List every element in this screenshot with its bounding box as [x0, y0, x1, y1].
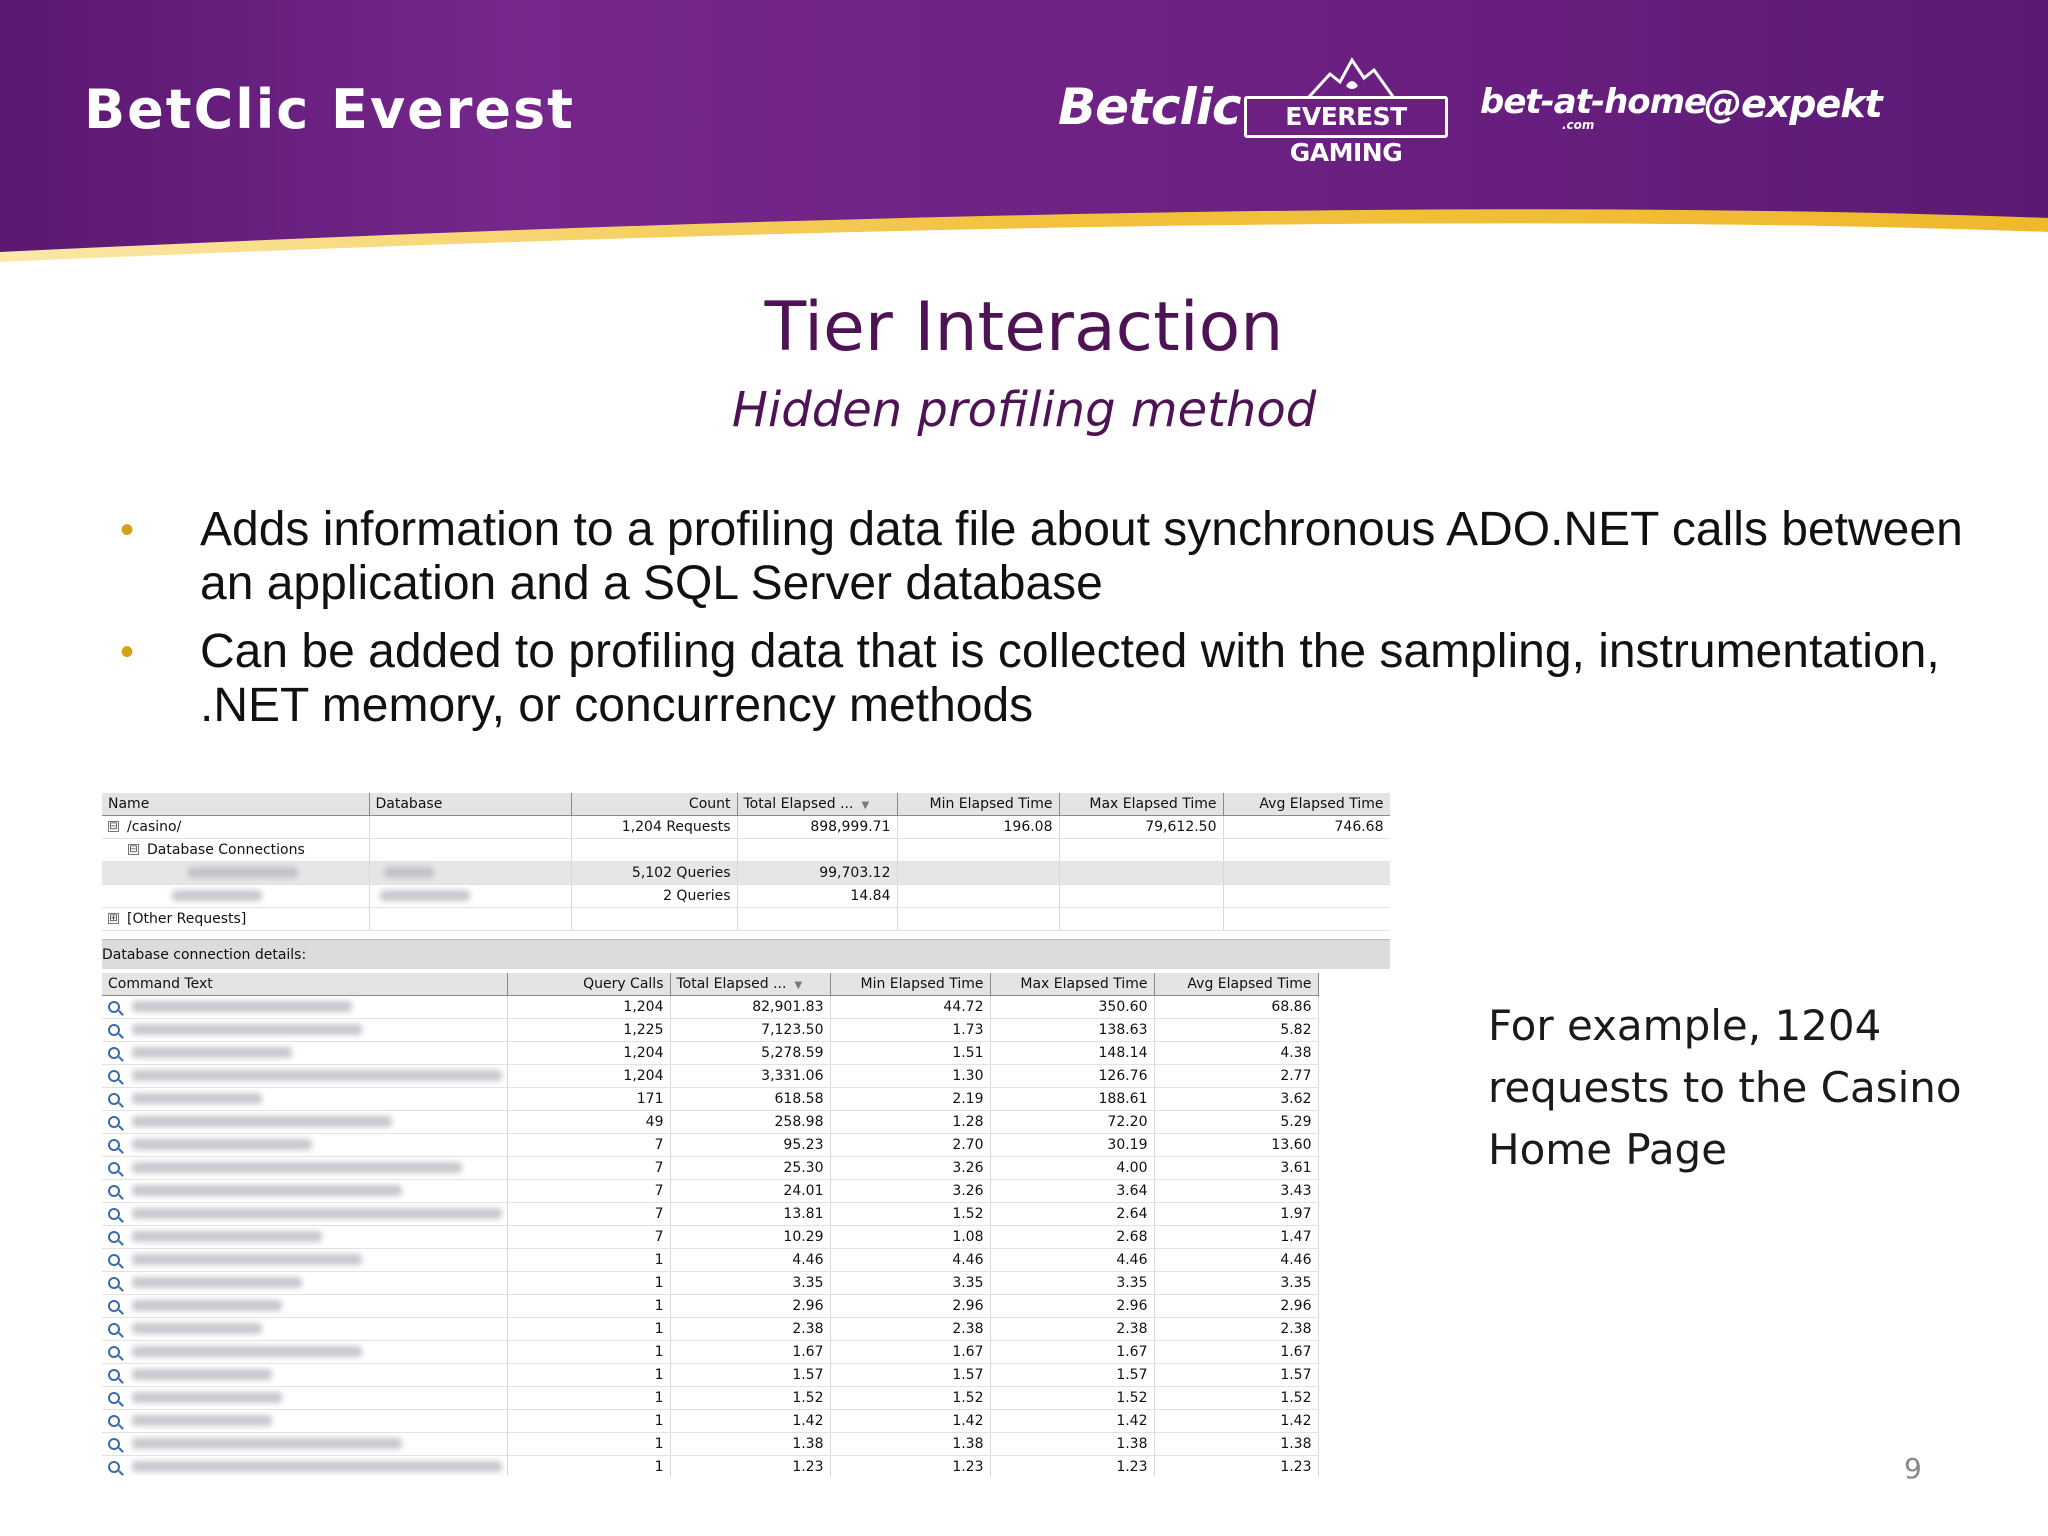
redacted-command-text [132, 1415, 272, 1426]
row-total: 82,901.83 [670, 995, 830, 1018]
header-banner [0, 0, 2048, 290]
magnifier-icon[interactable] [108, 1254, 120, 1266]
row-max: 138.63 [990, 1018, 1154, 1041]
redacted-command-text [132, 1323, 262, 1334]
row-max: 72.20 [990, 1110, 1154, 1133]
row-min: 1.42 [830, 1409, 990, 1432]
col-max-elapsed[interactable]: Max Elapsed Time [990, 973, 1154, 995]
expekt-logo [1704, 82, 1882, 126]
row-avg: 4.38 [1154, 1041, 1318, 1064]
row-avg: 3.35 [1154, 1271, 1318, 1294]
col-total-elapsed[interactable] [670, 973, 830, 995]
sort-desc-icon: ▼ [794, 979, 803, 991]
redacted-command-text [132, 1093, 262, 1104]
row-avg: 1.38 [1154, 1432, 1318, 1455]
row-query-calls: 1 [507, 1271, 670, 1294]
row-query-calls: 1 [507, 1294, 670, 1317]
redacted-command-text [132, 1070, 502, 1081]
row-max: 148.14 [990, 1041, 1154, 1064]
row-max: 3.35 [990, 1271, 1154, 1294]
col-min-elapsed[interactable]: Min Elapsed Time [897, 793, 1059, 815]
expekt-logo-text: expekt [1741, 82, 1882, 126]
row-name: [Other Requests] [127, 910, 247, 927]
row-max: 4.46 [990, 1248, 1154, 1271]
example-note: For example, 1204 requests to the Casino Home Page [1488, 1001, 1962, 1174]
row-max: 30.19 [990, 1133, 1154, 1156]
row-query-calls: 1 [507, 1363, 670, 1386]
col-avg-elapsed[interactable]: Avg Elapsed Time [1223, 793, 1390, 815]
table-row[interactable] [102, 1041, 1390, 1064]
row-total: 13.81 [670, 1202, 830, 1225]
row-min: 1.52 [830, 1202, 990, 1225]
table-row[interactable] [102, 815, 1390, 838]
slide-subtitle: Hidden profiling method [731, 382, 1317, 438]
table-row[interactable] [102, 995, 1390, 1018]
table-row[interactable] [102, 861, 1390, 884]
row-avg: 1.42 [1154, 1409, 1318, 1432]
row-max: 2.38 [990, 1317, 1154, 1340]
row-avg: 5.29 [1154, 1110, 1318, 1133]
table-row[interactable] [102, 1179, 1390, 1202]
table-row[interactable] [102, 1271, 1390, 1294]
table-row[interactable] [102, 1156, 1390, 1179]
row-avg: 3.62 [1154, 1087, 1318, 1110]
brand-title: BetClic Everest [84, 78, 575, 141]
table-row[interactable] [102, 1340, 1390, 1363]
row-avg: 2.96 [1154, 1294, 1318, 1317]
row-max: 1.23 [990, 1455, 1154, 1476]
row-min: 1.28 [830, 1110, 990, 1133]
redacted-command-text [132, 1369, 272, 1380]
collapse-icon[interactable]: ⊟ [129, 844, 138, 855]
row-max: 2.64 [990, 1202, 1154, 1225]
redacted-command-text [132, 1208, 502, 1219]
table-row[interactable] [102, 1386, 1390, 1409]
col-total-elapsed-label: Total Elapsed ... [743, 795, 854, 812]
col-count[interactable]: Count [571, 793, 737, 815]
magnifier-icon[interactable] [108, 1277, 120, 1289]
magnifier-icon[interactable] [108, 1047, 120, 1059]
table-row[interactable] [102, 1133, 1390, 1156]
redacted-command-text [132, 1162, 462, 1173]
row-count: 2 Queries [571, 884, 737, 907]
row-total: 7,123.50 [670, 1018, 830, 1041]
row-total: 3.35 [670, 1271, 830, 1294]
row-query-calls: 1 [507, 1340, 670, 1363]
row-max: 4.00 [990, 1156, 1154, 1179]
magnifier-icon[interactable] [108, 1116, 120, 1128]
row-min: 1.08 [830, 1225, 990, 1248]
query-details-table [102, 973, 1390, 1476]
row-total: 99,703.12 [737, 861, 897, 884]
table-row[interactable] [102, 1455, 1390, 1476]
row-query-calls: 1 [507, 1409, 670, 1432]
table-row[interactable] [102, 884, 1390, 907]
redacted-text [380, 890, 470, 901]
row-min: 1.23 [830, 1455, 990, 1476]
table-row[interactable] [102, 1087, 1390, 1110]
table-row[interactable] [102, 1432, 1390, 1455]
details-body [102, 995, 1390, 1476]
bullet-dot-icon: • [120, 630, 135, 674]
row-max: 1.67 [990, 1340, 1154, 1363]
magnifier-icon[interactable] [108, 1369, 120, 1381]
magnifier-icon[interactable] [108, 1392, 120, 1404]
col-database[interactable]: Database [369, 793, 571, 815]
redacted-command-text [132, 1024, 362, 1035]
magnifier-icon[interactable] [108, 1300, 120, 1312]
row-count: 1,204 Requests [571, 815, 737, 838]
magnifier-icon[interactable] [108, 1001, 120, 1013]
row-total: 2.38 [670, 1317, 830, 1340]
row-query-calls: 1 [507, 1432, 670, 1455]
row-total: 14.84 [737, 884, 897, 907]
row-name: /casino/ [127, 818, 182, 835]
col-avg-elapsed[interactable]: Avg Elapsed Time [1154, 973, 1318, 995]
row-total: 5,278.59 [670, 1041, 830, 1064]
requests-header-row [102, 793, 1390, 815]
row-max: 1.52 [990, 1386, 1154, 1409]
row-avg: 68.86 [1154, 995, 1318, 1018]
bet-at-home-logo: bet-at-home [1480, 82, 1707, 122]
row-total: 258.98 [670, 1110, 830, 1133]
row-total: 1.67 [670, 1340, 830, 1363]
row-max: 1.38 [990, 1432, 1154, 1455]
table-row[interactable] [102, 1294, 1390, 1317]
redacted-command-text [132, 1438, 402, 1449]
row-query-calls: 1 [507, 1455, 670, 1476]
row-avg: 3.43 [1154, 1179, 1318, 1202]
row-total: 898,999.71 [737, 815, 897, 838]
row-max: 126.76 [990, 1064, 1154, 1087]
row-query-calls: 171 [507, 1087, 670, 1110]
magnifier-icon[interactable] [108, 1208, 120, 1220]
slide-title: Tier Interaction [764, 288, 1284, 367]
row-total: 3,331.06 [670, 1064, 830, 1087]
row-max: 350.60 [990, 995, 1154, 1018]
row-avg: 1.57 [1154, 1363, 1318, 1386]
table-row[interactable] [102, 1317, 1390, 1340]
redacted-text [188, 867, 298, 878]
row-min: 1.51 [830, 1041, 990, 1064]
bullet-text: Adds information to a profiling data file about synchronous ADO.NET calls between an application and a SQL Server database [200, 503, 1963, 610]
row-avg: 746.68 [1223, 815, 1390, 838]
row-avg: 5.82 [1154, 1018, 1318, 1041]
row-min: 1.30 [830, 1064, 990, 1087]
row-query-calls: 7 [507, 1202, 670, 1225]
bullet-text: Can be added to profiling data that is collected with the sampling, instrumentation, .NET memory, or concurrency methods [200, 625, 1940, 732]
table-row[interactable] [102, 1248, 1390, 1271]
row-total: 4.46 [670, 1248, 830, 1271]
redacted-command-text [132, 1277, 302, 1288]
expand-icon[interactable]: ⊞ [109, 913, 118, 924]
magnifier-icon[interactable] [108, 1139, 120, 1151]
magnifier-icon[interactable] [108, 1231, 120, 1243]
magnifier-icon[interactable] [108, 1093, 120, 1105]
row-name: Database Connections [147, 841, 305, 858]
row-total: 1.38 [670, 1432, 830, 1455]
row-query-calls: 1 [507, 1248, 670, 1271]
expekt-swirl-icon: @ [1704, 82, 1741, 126]
row-query-calls: 1 [507, 1386, 670, 1409]
requests-table [102, 793, 1390, 931]
table-row[interactable] [102, 1409, 1390, 1432]
row-total: 2.96 [670, 1294, 830, 1317]
col-query-calls[interactable]: Query Calls [507, 973, 670, 995]
details-header: Database connection details: [102, 939, 1390, 969]
redacted-command-text [132, 1231, 322, 1242]
row-avg: 1.67 [1154, 1340, 1318, 1363]
row-min: 1.52 [830, 1386, 990, 1409]
sort-desc-icon: ▼ [861, 799, 870, 811]
row-min: 2.19 [830, 1087, 990, 1110]
row-total: 1.57 [670, 1363, 830, 1386]
row-total: 1.42 [670, 1409, 830, 1432]
row-min: 3.35 [830, 1271, 990, 1294]
profiler-screenshot [102, 793, 1390, 1476]
row-min: 2.38 [830, 1317, 990, 1340]
page-number: 9 [1904, 1452, 1922, 1485]
row-total: 25.30 [670, 1156, 830, 1179]
row-min: 3.26 [830, 1179, 990, 1202]
redacted-command-text [132, 1139, 312, 1150]
row-query-calls: 7 [507, 1156, 670, 1179]
row-min: 1.67 [830, 1340, 990, 1363]
row-total: 24.01 [670, 1179, 830, 1202]
row-max: 3.64 [990, 1179, 1154, 1202]
table-row[interactable] [102, 1018, 1390, 1041]
table-row[interactable] [102, 838, 1390, 861]
table-row[interactable] [102, 1064, 1390, 1087]
redacted-command-text [132, 1001, 352, 1012]
magnifier-icon[interactable] [108, 1346, 120, 1358]
row-avg: 1.97 [1154, 1202, 1318, 1225]
row-avg: 1.47 [1154, 1225, 1318, 1248]
row-query-calls: 1,204 [507, 1041, 670, 1064]
row-total: 618.58 [670, 1087, 830, 1110]
table-row[interactable] [102, 1363, 1390, 1386]
redacted-text [384, 867, 434, 878]
table-row[interactable] [102, 1110, 1390, 1133]
row-max: 1.42 [990, 1409, 1154, 1432]
col-min-elapsed[interactable]: Min Elapsed Time [830, 973, 990, 995]
redacted-command-text [132, 1047, 292, 1058]
row-total: 1.52 [670, 1386, 830, 1409]
betclic-logo: Betclic [1058, 78, 1241, 136]
magnifier-icon[interactable] [108, 1185, 120, 1197]
magnifier-icon[interactable] [108, 1461, 120, 1473]
row-query-calls: 1,204 [507, 995, 670, 1018]
col-name[interactable]: Name [102, 793, 369, 815]
redacted-command-text [132, 1116, 392, 1127]
row-avg: 2.38 [1154, 1317, 1318, 1340]
row-min: 1.57 [830, 1363, 990, 1386]
row-max: 79,612.50 [1059, 815, 1223, 838]
row-max: 1.57 [990, 1363, 1154, 1386]
row-avg: 4.46 [1154, 1248, 1318, 1271]
row-total: 95.23 [670, 1133, 830, 1156]
row-query-calls: 7 [507, 1133, 670, 1156]
redacted-command-text [132, 1346, 362, 1357]
row-query-calls: 7 [507, 1179, 670, 1202]
row-query-calls: 1,225 [507, 1018, 670, 1041]
redacted-command-text [132, 1392, 282, 1403]
collapse-icon[interactable]: ⊟ [109, 821, 118, 832]
table-row[interactable] [102, 907, 1390, 930]
redacted-command-text [132, 1254, 362, 1265]
row-avg: 3.61 [1154, 1156, 1318, 1179]
row-avg: 1.52 [1154, 1386, 1318, 1409]
row-min: 2.70 [830, 1133, 990, 1156]
row-avg: 1.23 [1154, 1455, 1318, 1476]
row-total: 10.29 [670, 1225, 830, 1248]
bullet-dot-icon: • [120, 508, 135, 552]
col-max-elapsed[interactable]: Max Elapsed Time [1059, 793, 1223, 815]
row-count: 5,102 Queries [571, 861, 737, 884]
magnifier-icon[interactable] [108, 1162, 120, 1174]
magnifier-icon[interactable] [108, 1415, 120, 1427]
row-max: 2.96 [990, 1294, 1154, 1317]
row-max: 188.61 [990, 1087, 1154, 1110]
row-min: 196.08 [897, 815, 1059, 838]
redacted-text [172, 890, 262, 901]
row-min: 44.72 [830, 995, 990, 1018]
row-total: 1.23 [670, 1455, 830, 1476]
row-avg: 13.60 [1154, 1133, 1318, 1156]
bet-at-home-logo-sub: .com [1562, 118, 1595, 132]
col-total-elapsed-label: Total Elapsed ... [676, 975, 787, 992]
magnifier-icon[interactable] [108, 1438, 120, 1450]
table-row[interactable] [102, 1202, 1390, 1225]
col-total-elapsed[interactable] [737, 793, 897, 815]
row-avg: 2.77 [1154, 1064, 1318, 1087]
row-max: 2.68 [990, 1225, 1154, 1248]
details-header-row [102, 973, 1390, 995]
row-min: 1.38 [830, 1432, 990, 1455]
magnifier-icon[interactable] [108, 1024, 120, 1036]
col-command-text[interactable]: Command Text [102, 973, 507, 995]
magnifier-icon[interactable] [108, 1323, 120, 1335]
row-query-calls: 1,204 [507, 1064, 670, 1087]
magnifier-icon[interactable] [108, 1070, 120, 1082]
row-min: 2.96 [830, 1294, 990, 1317]
everest-gaming-logo: EVEREST GAMING [1244, 96, 1448, 138]
row-min: 3.26 [830, 1156, 990, 1179]
mountain-icon [1300, 56, 1400, 98]
table-row[interactable] [102, 1225, 1390, 1248]
redacted-command-text [132, 1461, 502, 1472]
redacted-command-text [132, 1185, 402, 1196]
row-min: 4.46 [830, 1248, 990, 1271]
row-query-calls: 7 [507, 1225, 670, 1248]
row-min: 1.73 [830, 1018, 990, 1041]
row-query-calls: 49 [507, 1110, 670, 1133]
redacted-command-text [132, 1300, 282, 1311]
row-query-calls: 1 [507, 1317, 670, 1340]
